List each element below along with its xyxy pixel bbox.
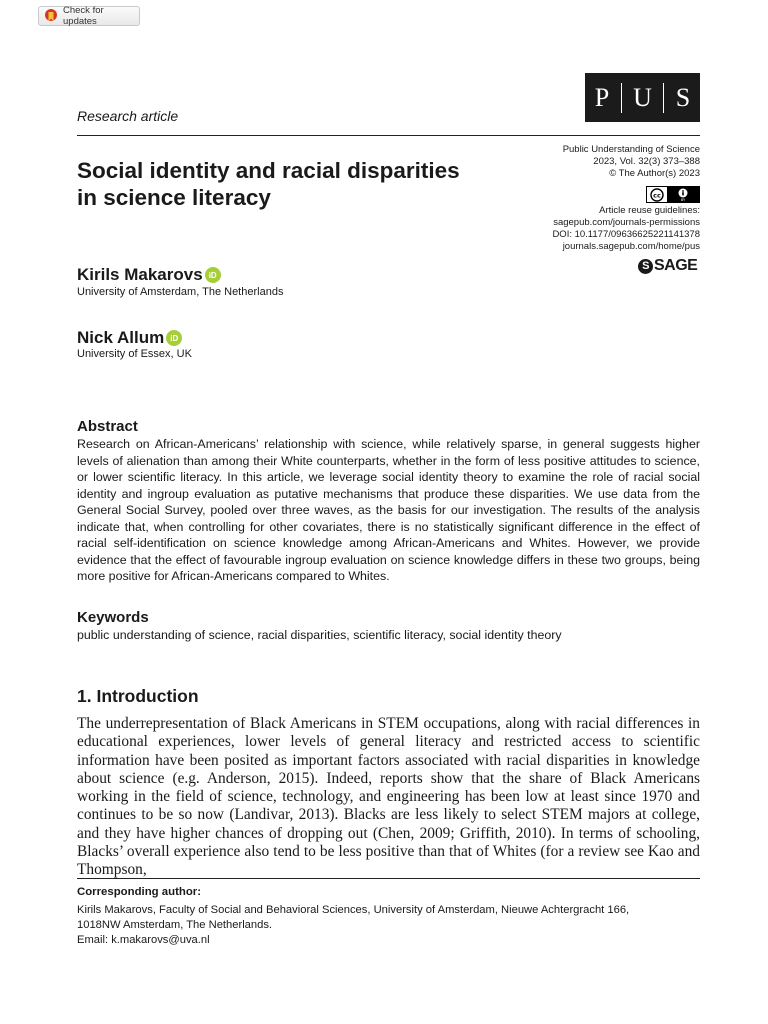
logo-letter-s: S — [675, 82, 691, 112]
bookmark-icon — [45, 9, 57, 23]
doi[interactable]: DOI: 10.1177/09636625221141378 — [552, 229, 700, 240]
introduction-heading: 1. Introduction — [77, 686, 199, 706]
reuse-guidelines: Article reuse guidelines: — [599, 205, 700, 216]
journal-name: Public Understanding of Science — [562, 144, 700, 155]
author-name: Kirils Makarovs — [77, 265, 203, 284]
check-for-updates-badge[interactable] — [38, 6, 140, 26]
sage-s-icon: S — [638, 259, 653, 274]
keywords-heading: Keywords — [77, 609, 149, 626]
sage-logo — [638, 257, 697, 275]
abstract-text: Research on African-Americans’ relationship with science, while relatively sparse, in general suggests higher levels of alienation than among their White counterparts, whether in the form of less positive attitudes to science, or lower scientific literacy. In this article, we leverage social identity theory to examine the role of racial social identity and ingroup evaluation as putative mechanisms that produce these disparities. We use data from the General Social Survey, pooled over three waves, as the basis for our investigation. The results of the analysis indicate that, when controlling for other covariates, there is no statistically significant difference in the effect of racial self-identification on science knowledge among African-Americans and Whites. However, we provide evidence that the effect of favourable ingroup evaluation on science knowledge differs in these two groups, being more positive for African-Americans compared to Whites. — [77, 437, 700, 583]
copyright: © The Author(s) 2023 — [609, 168, 700, 179]
journal-logo — [585, 73, 700, 122]
author-2 — [77, 328, 182, 348]
header-divider — [77, 135, 700, 136]
logo-divider — [663, 83, 664, 113]
article-type: Research article — [77, 108, 179, 124]
article-title: Social identity and racial disparities in science literacy — [77, 158, 460, 210]
author-1 — [77, 265, 221, 285]
orcid-icon[interactable]: iD — [205, 267, 221, 283]
author-1-affiliation: University of Amsterdam, The Netherlands — [77, 286, 284, 298]
cc-icon — [647, 187, 667, 202]
cc-text: cc — [653, 191, 661, 200]
corresponding-address-line2: 1018NW Amsterdam, The Netherlands. — [77, 919, 273, 931]
corresponding-email[interactable]: Email: k.makarovs@uva.nl — [77, 934, 210, 946]
orcid-icon[interactable]: iD — [166, 330, 182, 346]
cc-by-license-badge[interactable] — [646, 186, 700, 203]
by-text: BY — [680, 198, 686, 202]
corresponding-author-details — [77, 903, 677, 948]
author-2-affiliation: University of Essex, UK — [77, 348, 192, 360]
logo-letter-p: P — [594, 82, 610, 112]
check-for-updates-label: Check for updates — [63, 5, 104, 27]
logo-divider — [621, 83, 622, 113]
reuse-info — [552, 205, 700, 253]
logo-letter-u: U — [633, 82, 652, 112]
author-name: Nick Allum — [77, 328, 165, 347]
keywords-text: public understanding of science, racial disparities, scientific literacy, social identity theory — [77, 628, 562, 642]
corresponding-author-label: Corresponding author: — [77, 886, 202, 898]
abstract-heading: Abstract — [77, 418, 138, 435]
corresponding-address-line1: Kirils Makarovs, Faculty of Social and Behavioral Sciences, University of Amsterdam, Nieuwe Achtergracht 166, — [77, 904, 630, 916]
journal-home-link[interactable]: journals.sagepub.com/home/pus — [562, 241, 700, 252]
journal-volume: 2023, Vol. 32(3) 373–388 — [593, 156, 700, 167]
journal-info — [563, 144, 700, 180]
introduction-text: The underrepresentation of Black Americans in STEM occupations, along with racial differences in educational experiences, lower levels of general literacy and restricted access to scientific information have been posited as important factors associated with racial disparities in knowledge about science (e.g. Anderson, 2015). Indeed, reports show that the share of Black Americans working in the field of science, technology, and engineering has been low at least since 1970 and continues to be so now (Landivar, 2013). Blacks are less likely to select STEM majors at college, and they have higher chances of dropping out (Chen, 2009; Griffith, 2010). In terms of schooling, Blacks’ overall experience also tend to be less positive than that of Whites (for a review see Kao and Thompson, — [77, 715, 700, 879]
footnote-divider — [77, 878, 700, 879]
publisher-name: SAGE — [654, 257, 698, 274]
by-icon — [667, 187, 699, 202]
permissions-link[interactable]: sagepub.com/journals-permissions — [553, 217, 700, 228]
